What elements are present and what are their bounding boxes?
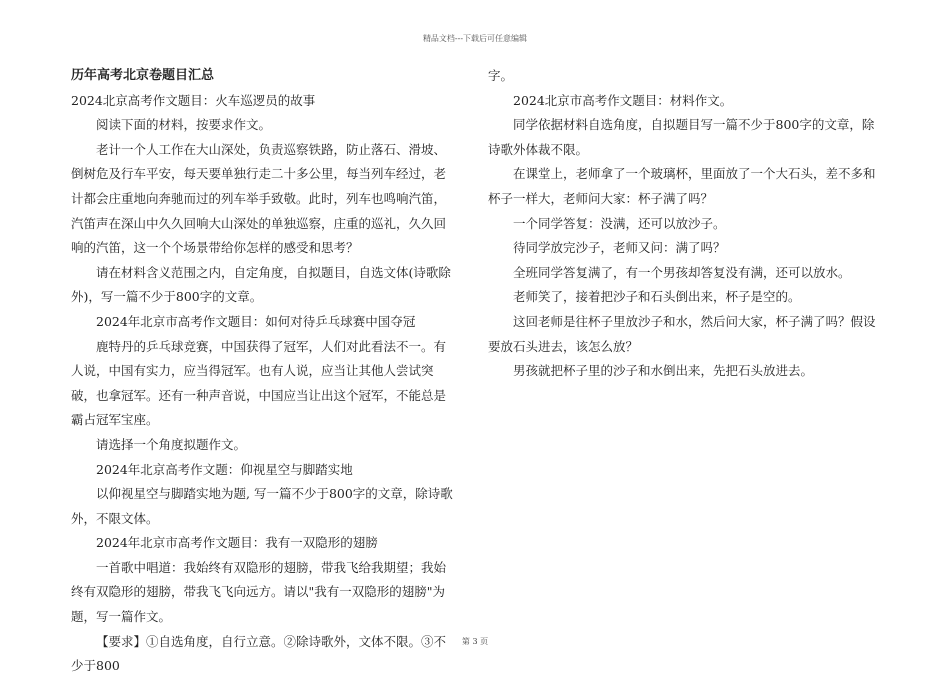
right-column <box>488 64 880 384</box>
paragraph: 全班同学答复满了，有一个男孩却答复没有满，还可以放水。 <box>513 264 851 280</box>
paragraph: 阅读下面的材料，按要求作文。 <box>96 117 272 133</box>
paragraph: 鹿特丹的乒乓球竞赛，中国获得了冠军，人们对此看法不一。有人说，中国有实力，应当得冠军。也有人说，应当让其他人尝试突破，也拿冠军。还有一种声音说，中国应当让出这个冠军，不能总是霸占冠军宝座。 <box>71 338 447 428</box>
paragraph: 请在材料含义范围之内，自定角度，自拟题目，自选文体(诗歌除外)，写一篇不少于800字的文章。 <box>71 264 451 305</box>
paragraph: 一首歌中唱道：我始终有双隐形的翅膀，带我飞给我期望；我始终有双隐形的翅膀，带我飞飞向远方。请以"我有一双隐形的翅膀"为题，写一篇作文。 <box>71 559 447 625</box>
paragraph: 2024年北京市高考作文题目：如何对待乒乓球赛中国夺冠 <box>96 313 416 329</box>
paragraph: 【要求】①自选角度，自行立意。②除诗歌外，文体不限。③不少于800 <box>71 633 447 674</box>
paragraph: 待同学放完沙子，老师又问：满了吗？ <box>513 240 726 256</box>
paragraph: 老师笑了，接着把沙子和石头倒出来，杯子是空的。 <box>513 289 801 305</box>
document-title: 历年高考北京卷题目汇总 <box>71 68 215 83</box>
paragraph: 男孩就把杯子里的沙子和水倒出来，先把石头放进去。 <box>513 363 814 379</box>
page-number: 第 3 页 <box>461 637 489 646</box>
paragraph: 以仰视星空与脚踏实地为题, 写一篇不少于800字的文章，除诗歌外，不限文体。 <box>71 486 453 526</box>
paragraph: 一个同学答复：没满，还可以放沙子。 <box>513 215 726 231</box>
paragraph: 同学依据材料自选角度，自拟题目写一篇不少于800字的文章，除诗歌外体裁不限。 <box>488 117 875 157</box>
page-header: 精品文档---下载后可任意编辑 <box>422 34 528 43</box>
left-column <box>71 64 456 679</box>
paragraph: 2024北京高考作文题目：火车巡逻员的故事 <box>71 92 316 108</box>
paragraph: 2024北京市高考作文题目：材料作文。 <box>513 92 733 108</box>
paragraph: 请选择一个角度拟题作文。 <box>96 436 247 452</box>
paragraph: 2024年北京高考作文题：仰视星空与脚踏实地 <box>96 461 353 477</box>
paragraph-continuation: 字。 <box>488 68 514 83</box>
paragraph: 在课堂上，老师拿了一个玻璃杯，里面放了一个大石头，差不多和杯子一样大，老师问大家：杯子满了吗？ <box>488 166 876 206</box>
paragraph: 这回老师是往杯子里放沙子和水，然后问大家，杯子满了吗？假设要放石头进去，该怎么放？ <box>488 313 876 354</box>
paragraph: 2024年北京市高考作文题目：我有一双隐形的翅膀 <box>96 535 378 551</box>
paragraph: 老计一个人工作在大山深处，负责巡察铁路，防止落石、滑坡、倒树危及行车平安，每天要单独行走二十多公里，每当列车经过，老计都会庄重地向奔驰而过的列车举手致敬。此时，列车也鸣响汽笛，汽笛声在深山中久久回响大山深处的单独巡察，庄重的巡礼，久久回响的汽笛，这一个个场景带给你怎样的感受和思考？ <box>71 141 447 256</box>
